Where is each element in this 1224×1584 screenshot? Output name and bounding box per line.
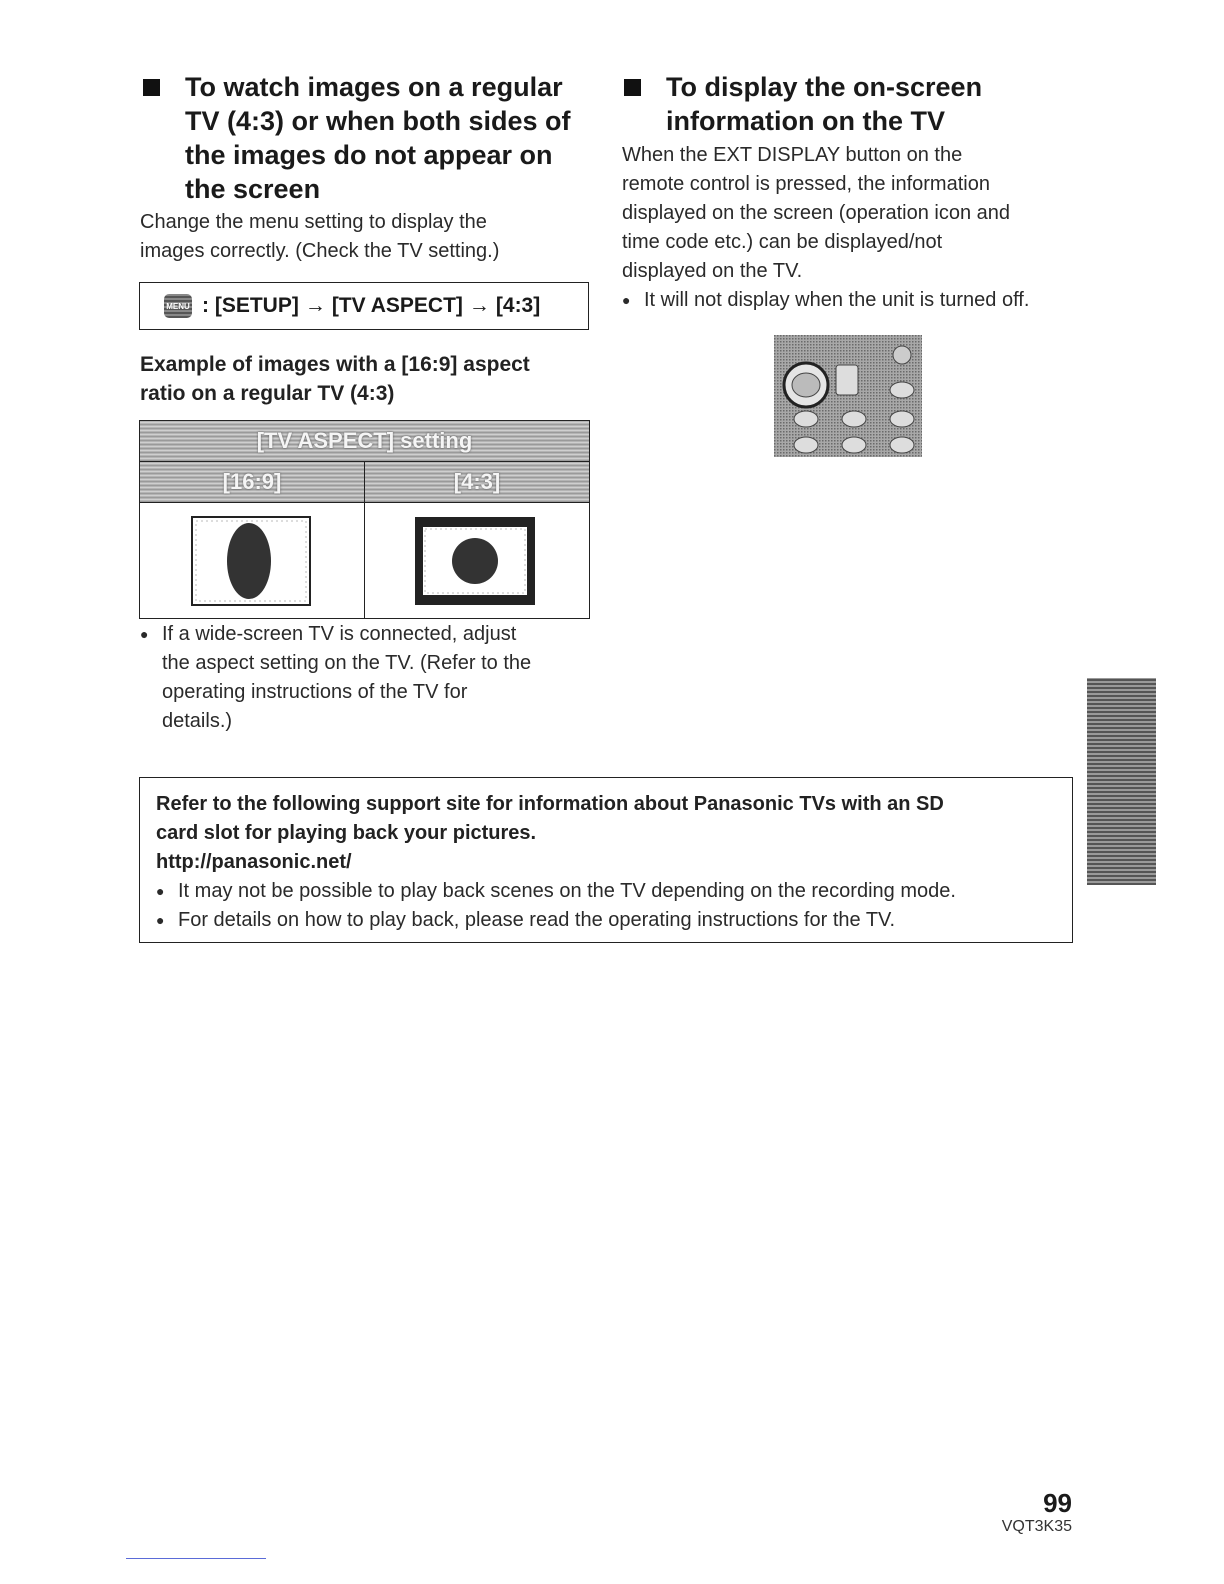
right-body-line-1: When the EXT DISPLAY button on the: [622, 144, 963, 166]
arrow-right-icon: →: [468, 294, 490, 317]
left-heading-line-4: the screen: [185, 174, 321, 204]
right-body-line-3: displayed on the screen (operation icon and: [622, 202, 1011, 224]
arrow-right-icon: →: [304, 294, 326, 317]
right-body: [622, 141, 1092, 315]
example-heading: [140, 350, 600, 408]
tv-aspect-table: [139, 420, 590, 619]
left-heading-line-2: TV (4:3) or when both sides of: [185, 106, 571, 136]
left-heading-line-3: the images do not appear on: [185, 140, 553, 170]
menu-operation-box: [139, 282, 589, 330]
note-bullet-1: ● It may not be possible to play back scenes on the TV depending on the recording mode.: [156, 877, 1056, 906]
left-heading: [143, 70, 603, 206]
right-heading-line-2: information on the TV: [666, 106, 945, 136]
menu-value: [4:3]: [495, 294, 541, 317]
note-bold-line-2: card slot for playing back your pictures.: [156, 822, 537, 844]
left-bullet-line-1: ● If a wide-screen TV is connected, adjust: [140, 620, 600, 649]
right-bullet: ● It will not display when the unit is turned off.: [622, 286, 1092, 315]
left-bullet: [140, 620, 600, 736]
note-bold-line-1: Refer to the following support site for information about Panasonic TVs with an SD: [156, 793, 944, 815]
support-note-box: [139, 777, 1073, 943]
left-bullet-line-2: the aspect setting on the TV. (Refer to the: [162, 652, 532, 674]
example-heading-line-1: Example of images with a [16:9] aspect: [140, 353, 530, 376]
right-body-line-2: remote control is pressed, the information: [622, 173, 990, 195]
tv-4-3-illustration: [365, 503, 589, 613]
footer-divider: [126, 1558, 266, 1559]
tv-16-9-illustration: [140, 503, 364, 613]
menu-setup: : [SETUP]: [202, 294, 299, 317]
illustration-16-9-cell: [140, 503, 365, 619]
note-bullet-2: ● For details on how to play back, please read the operating instructions for the TV.: [156, 906, 1056, 935]
left-bullet-line-3: operating instructions of the TV for: [162, 681, 468, 703]
left-heading-line-1: To watch images on a regular: [185, 72, 563, 102]
left-intro: [140, 208, 600, 266]
chapter-side-tab: [1087, 678, 1156, 885]
square-bullet-icon: [624, 79, 641, 96]
document-code: VQT3K35: [1001, 1518, 1072, 1535]
right-heading-line-1: To display the on-screen: [666, 72, 983, 102]
right-body-line-4: time code etc.) can be displayed/not: [622, 231, 943, 253]
left-bullet-line-4: details.): [162, 710, 233, 732]
table-col-4-3: [4:3]: [365, 462, 590, 503]
menu-tv-aspect: [TV ASPECT]: [331, 294, 463, 317]
illustration-4-3-cell: [365, 503, 590, 619]
left-intro-line-1: Change the menu setting to display the: [140, 211, 487, 233]
table-col-16-9: [16:9]: [140, 462, 365, 503]
right-heading: [624, 70, 1084, 138]
menu-icon: MENU: [164, 294, 192, 318]
example-heading-line-2: ratio on a regular TV (4:3): [140, 382, 395, 405]
table-title: [TV ASPECT] setting: [140, 421, 590, 462]
remote-control-illustration: [774, 335, 922, 457]
right-body-line-5: displayed on the TV.: [622, 260, 803, 282]
support-url: http://panasonic.net/: [156, 851, 352, 873]
square-bullet-icon: [143, 79, 160, 96]
left-intro-line-2: images correctly. (Check the TV setting.): [140, 240, 500, 262]
page-number: 99: [1043, 1488, 1072, 1518]
